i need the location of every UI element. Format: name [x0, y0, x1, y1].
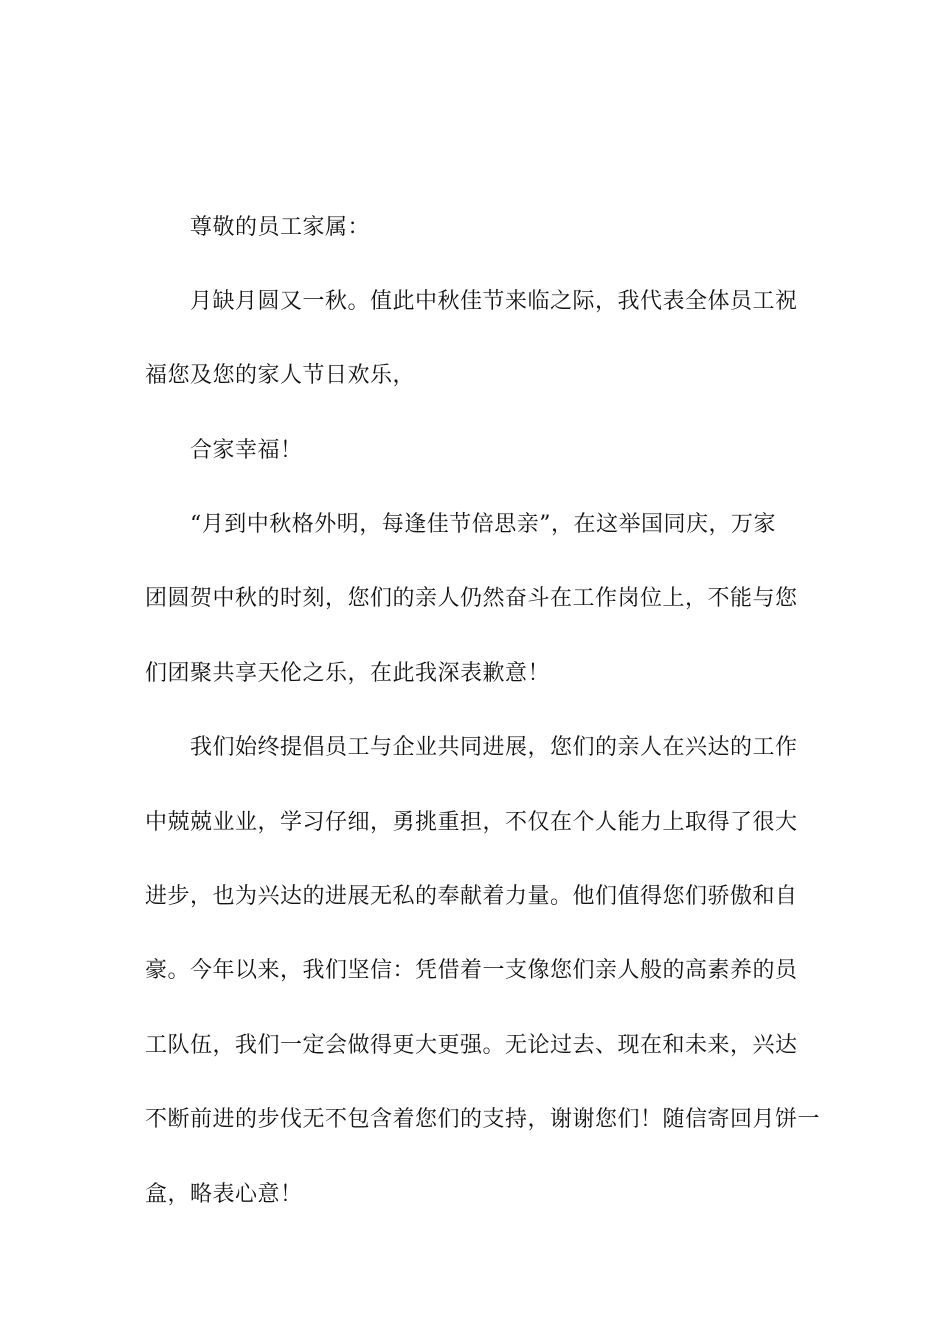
paragraph-4-line-5: 工队伍，我们一定会做得更大更强。无论过去、现在和未来，兴达 [145, 1033, 798, 1058]
paragraph-3-line-1: “月到中秋格外明，每逢佳节倍思亲”，在这举国同庆，万家 [190, 512, 776, 537]
paragraph-4-line-2: 中兢兢业业，学习仔细，勇挑重担，不仅在个人能力上取得了很大 [145, 810, 798, 835]
paragraph-4-line-6: 不断前进的步伐无不包含着您们的支持，谢谢您们！随信寄回月饼一 [145, 1107, 821, 1132]
paragraph-2-line-1: 合家幸福！ [190, 438, 303, 463]
paragraph-4-line-7: 盒，略表心意！ [145, 1182, 303, 1207]
paragraph-3-line-2: 团圆贺中秋的时刻，您们的亲人仍然奋斗在工作岗位上，不能与您 [145, 586, 798, 611]
salutation: 尊敬的员工家属： [190, 215, 371, 240]
paragraph-1-line-1: 月缺月圆又一秋。值此中秋佳节来临之际，我代表全体员工祝 [190, 289, 798, 314]
paragraph-1-line-2: 福您及您的家人节日欢乐， [145, 363, 416, 388]
paragraph-4-line-3: 进步，也为兴达的进展无私的奉献着力量。他们值得您们骄傲和自 [145, 884, 798, 909]
paragraph-3-line-3: 们团聚共享天伦之乐，在此我深表歉意！ [145, 661, 551, 686]
paragraph-4-line-4: 豪。今年以来，我们坚信：凭借着一支像您们亲人般的高素养的员 [145, 958, 798, 983]
paragraph-4-line-1: 我们始终提倡员工与企业共同进展，您们的亲人在兴达的工作 [190, 735, 798, 760]
